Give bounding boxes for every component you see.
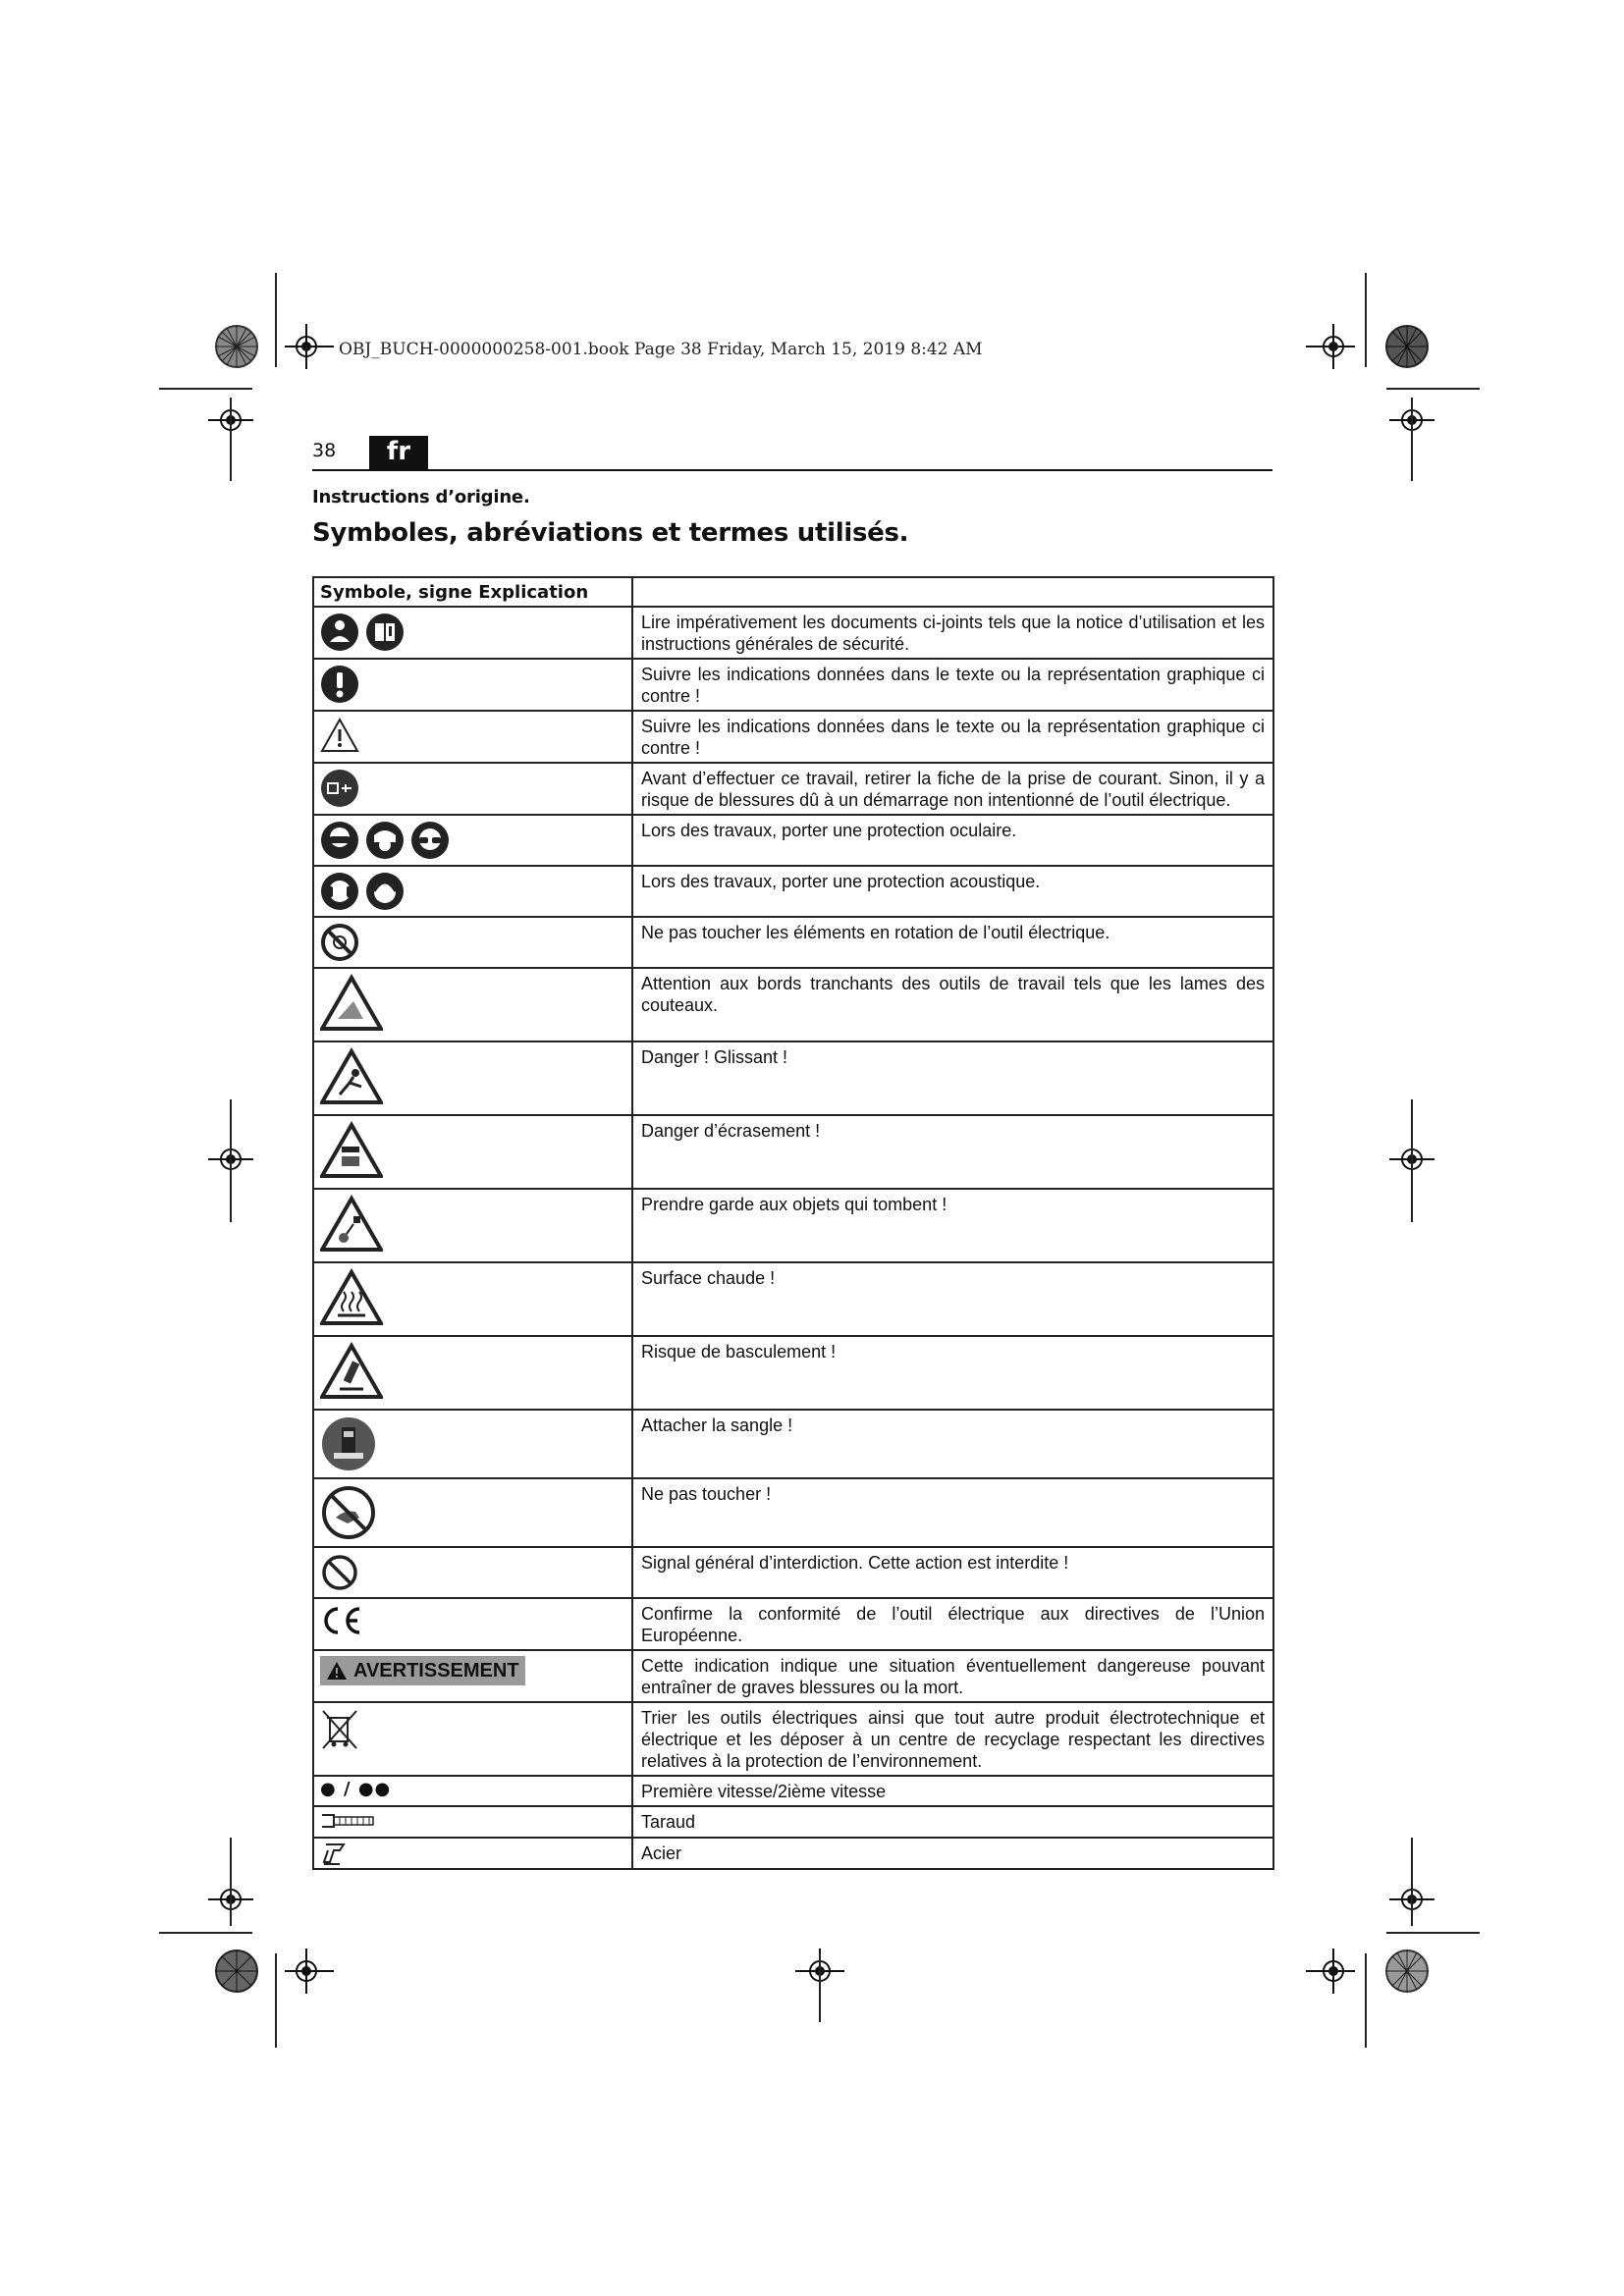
steel-icon [320,1841,350,1866]
table-row [313,815,1273,866]
table-row [313,1478,1273,1547]
mandatory-exclamation-icon [320,665,359,704]
row-text: Trier les outils électriques ainsi que tout autre produit électrotechnique et électrique et les déposer à un centre de recyclage respectant les directives relatives à la protection de l’environnement. [632,1702,1273,1776]
sharp-edges-icon [320,974,383,1033]
table-row [313,1702,1273,1776]
crop-line [819,1953,821,2022]
speed-dots-icon: ● / ●● [320,1779,392,1799]
row-text: Attacher la sangle ! [632,1410,1273,1478]
tipping-icon [320,1342,383,1401]
header-divider [312,469,1272,471]
table-row [313,1410,1273,1478]
table-row [313,1806,1273,1838]
read-manual-icon [320,613,359,652]
registration-target-icon [1306,1949,1355,1994]
row-text: Surface chaude ! [632,1262,1273,1336]
crop-line [1365,1953,1367,2048]
table-row [313,1547,1273,1598]
row-text: Taraud [632,1806,1273,1838]
section-title: Symboles, abréviations et termes utilisés. [312,518,909,548]
falling-objects-icon [320,1195,383,1254]
row-text: Risque de basculement ! [632,1336,1273,1410]
table-row [313,1262,1273,1336]
warning-label-text: AVERTISSEMENT [353,1659,519,1682]
book-header: OBJ_BUCH-0000000258-001.book Page 38 Friday, March 15, 2019 8:42 AM [339,340,983,359]
hot-surface-icon [320,1268,383,1327]
crop-line [275,273,277,367]
weee-bin-icon [320,1708,359,1751]
unplug-icon [320,769,359,808]
table-header-explanation [632,577,1273,607]
crop-line [159,388,252,390]
face-shield-icon [365,821,405,860]
warning-label-icon [320,1656,525,1685]
row-text: Suivre les indications données dans le texte ou la représentation graphique ci contre ! [632,711,1273,763]
symbols-table [312,576,1274,1870]
ear-protection-icon [320,872,359,911]
row-text: Acier [632,1838,1273,1869]
row-text: Première vitesse/2ième vitesse [632,1776,1273,1806]
registration-target-icon [1306,324,1355,369]
crop-line [1386,388,1480,390]
table-row [313,1776,1273,1806]
table-row [313,1115,1273,1189]
table-row [313,866,1273,917]
no-touch-rotating-icon [320,923,359,962]
crop-line [1411,1099,1413,1222]
table-row [313,711,1273,763]
book-icon [365,613,405,652]
prohibition-icon [320,1553,359,1592]
goggles-icon [320,821,359,860]
crop-line [1411,1838,1413,1926]
ear-protection-alt-icon [365,872,405,911]
slippery-icon [320,1047,383,1106]
table-row [313,968,1273,1041]
table-row [313,1189,1273,1262]
crop-line [1411,398,1413,481]
crop-line [159,1932,252,1934]
table-row [313,1598,1273,1650]
crop-line [275,1953,277,2048]
crop-line [230,1838,232,1926]
safety-glasses-icon [410,821,450,860]
origin-title: Instructions d’origine. [312,487,530,507]
row-text: Prendre garde aux objets qui tombent ! [632,1189,1273,1262]
row-text: Danger d’écrasement ! [632,1115,1273,1189]
table-row [313,1838,1273,1869]
row-text: Ne pas toucher les éléments en rotation de l’outil électrique. [632,917,1273,968]
row-text: Signal général d’interdiction. Cette action est interdite ! [632,1547,1273,1598]
table-header-row [313,577,1273,607]
table-row [313,917,1273,968]
row-text: Danger ! Glissant ! [632,1041,1273,1115]
row-text: Confirme la conformité de l’outil électrique aux directives de l’Union Européenne. [632,1598,1273,1650]
ce-mark-icon [320,1604,363,1637]
language-badge: fr [369,436,428,469]
strap-icon [320,1415,377,1472]
table-row [313,1650,1273,1702]
color-rosette-icon [214,324,259,369]
crop-line [1365,273,1367,367]
table-row [313,607,1273,659]
color-rosette-icon [214,1949,259,1994]
tap-icon [320,1809,375,1833]
table-row [313,659,1273,711]
crop-line [230,1099,232,1222]
warning-triangle-icon [320,717,359,754]
row-text: Ne pas toucher ! [632,1478,1273,1547]
row-text: Suivre les indications données dans le texte ou la représentation graphique ci contre ! [632,659,1273,711]
crop-line [230,398,232,481]
row-text: Lors des travaux, porter une protection acoustique. [632,866,1273,917]
row-text: Avant d’effectuer ce travail, retirer la fiche de la prise de courant. Sinon, il y a risque de blessures dû à un démarrage non intentionné de l’outil électrique. [632,763,1273,815]
color-rosette-icon [1384,1949,1430,1994]
crop-line [1386,1932,1480,1934]
page-number: 38 [312,440,337,461]
table-row [313,1336,1273,1410]
no-touch-icon [320,1484,377,1541]
crushing-icon [320,1121,383,1180]
row-text: Lire impérativement les documents ci-joints tels que la notice d’utilisation et les instructions générales de sécurité. [632,607,1273,659]
warning-triangle-small-icon [326,1661,348,1681]
table-header-symbol: Symbole, signe Explication [313,577,632,607]
registration-target-icon [285,1949,334,1994]
registration-target-icon [285,324,334,369]
row-text: Attention aux bords tranchants des outils de travail tels que les lames des couteaux. [632,968,1273,1041]
color-rosette-icon [1384,324,1430,369]
row-text: Cette indication indique une situation éventuellement dangereuse pouvant entraîner de graves blessures ou la mort. [632,1650,1273,1702]
table-row [313,1041,1273,1115]
table-row [313,763,1273,815]
row-text: Lors des travaux, porter une protection oculaire. [632,815,1273,866]
